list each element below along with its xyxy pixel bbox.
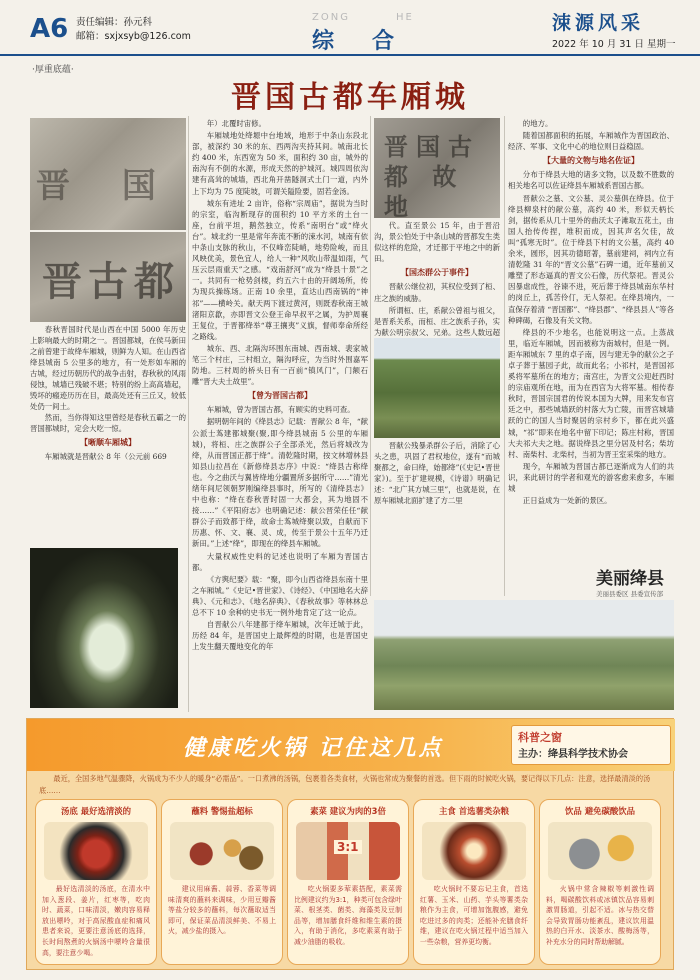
column-divider (370, 116, 371, 596)
paragraph: 所谓桓、庄，系献公曾祖与祖父，是晋系关系，而桓、庄之族系子孙，实为献公明宗叔父、兄弟。这些人数远超 (374, 305, 500, 336)
paragraph: 随着国都面积的拓展，车厢城作为晋国政治、经济、军事、文化中心的地位则日益稳固。 (508, 131, 674, 152)
hotpot-soup-image (44, 822, 148, 880)
paragraph: 现今，车厢城为晋国古都已逐渐成为人们的共识，来此研讨的学者和观光的游客愈来愈多，车厢城 (508, 461, 674, 493)
health-banner (27, 719, 675, 771)
subheading: 【曾为晋国古都】 (248, 390, 312, 401)
tip-text: 吃火锅时不要忘记主食，首选红薯、玉米、山药、芋头等薯类杂粮作为主食，可增加饱腹感，避免吃进过多的肉类；还能补充膳食纤维，建议在吃火锅过程中适当加入一些杂粮，营养更均衡。 (420, 885, 528, 946)
pinyin-zong: ZONG (312, 12, 350, 23)
stone-inscription-text: 晋古都 (42, 258, 180, 305)
science-window-sponsor: 主办：绛县科学技术协会 (518, 749, 628, 760)
stele-text: 晋国古都 故地 (384, 132, 480, 218)
column-divider (188, 116, 189, 712)
paragraph: 正日益成为一处新的景区。 (522, 496, 612, 506)
paragraph: 城东有进址 2 亩许，俗称“宗周庙”，据说为当时的宗室，临沟断现存的面积约 10 平方米的土台一座，台前平坦，鹅然独立，传系“南明台”或“绛火台”。城北约一里是常年奔流不断的涑水河，城南有依中条山支脉的秋山，不仅峰峦陡峭，地势险峻，而且风映优美，景色宜人，给人一种“风吹山带温如雨，气压云层雨重天”之感。“戏南舒河”成为“绛县十景”之一。共同有一枪势剑楼，约五六十由的开阔场所，传为现兵操练场。正南 10 余里，直达山西南锅的“神祁”——横岭关。献天两下渡过黄河，则既春秋南王城渚阳京歙，亦即晋文公登王命早叔平之属，为护周襄王复位，于晋都绛举“尊王攘夷”义旗，督师奉命所经之路线。 (192, 198, 368, 341)
paragraph: 车厢城地处绛塬中台地域，地形于中条山东段北部，被深约 30 米的东、西两沟夹持其间。城南北长约 400 米，东西宽为 50 米，面积约 30 亩，城外的南沟有不倒的水源，形成天然的护城河。城四周依沟建有高耸的城墙，西北角开凿隧洞式土门一道，内外上下均为 75 度陡坡，可谓关隘险要，固若金汤。 (192, 131, 368, 196)
city-gate-tunnel-photo (30, 548, 178, 708)
editor-name: 责任编辑：孙元科 (76, 17, 153, 28)
column-3-bottom (374, 440, 500, 596)
vegetables-meat-image (296, 822, 400, 880)
staple-food-image (422, 822, 526, 880)
pinyin-he: HE (395, 12, 414, 23)
tip-title: 素菜 建议为肉的3倍 (310, 806, 386, 816)
paragraph: 晋献公继位初，其权位受到了桓、庄之族的威胁。 (374, 282, 500, 303)
section-pinyin (312, 12, 460, 23)
paragraph: 分布于绛县大地的诸多文物，以及数不胜数的相关地名可以佐证绛县车厢城系晋国古都。 (508, 170, 674, 191)
dipping-sauce-image (170, 822, 274, 880)
column-2 (192, 118, 368, 710)
column-1 (30, 324, 186, 546)
signature-sponsor: 美丽县委区 县委宣传部 (596, 590, 664, 598)
paragraph: 的地方。 (522, 119, 553, 128)
tip-title: 蘸料 警惕盐超标 (191, 806, 253, 816)
paragraph: 晋献公之墓、文公墓、灵公墓俱在绛县。位于绛县柳泉村的献公墓，高约 40 米，形似天柄长剑，据传系从几十里外的曲沃太子滩取五花土，由国人抬传传捏，堆积而成，因其声名欠佳，故叫“孤寒无时”。位于绛县下村的文公墓，高约 40 余米，圆形，因其功德昭著，墓前建祠，祠内立有清乾隆 31 年的“晋文公墓”石碑一通，近年墓前又雕塑了形态逼真的晋文公石像，历代祭祀。晋灵公因暴虐成性，谷谏不进，死后葬于绛县城南东华村的岗丘上，孤苦伶仃，无人祭祀。在绛县境内，一直保存着清 “晋国都”、“绛县郡”、“绛县县人”等各种碑碣，石像及有关文物。 (508, 193, 674, 325)
paragraph: 春秋晋国时代是山西在中国 5000 年历史上影响最大的时期之一。晋国都城，在侯马新田之前曾建于故绛车厢城，则鲜为人知。在山西省绛县城南 5 公里多的地方，有一处形如车厢的古城，经过历朝历代的战争击射，春秋秋的风雨侵蚀，城墙已残破不堪；特别的纷上高高墙起，毁坏的瘢迹历历在目，最高处还有三丘又，较低处仍一间土。 (30, 325, 186, 411)
subheading: 【国杰群公于事件】 (401, 267, 473, 278)
paragraph: 然而，当你得知这里曾经是春秋五霸之一的晋国都城时，定会大吃一惊。 (30, 413, 186, 433)
ratio-label: 3:1 (334, 840, 362, 854)
tip-text: 吃火锅要多荤素搭配，素菜需比例建议约为3:1，种类可包含绿叶菜、根茎类、菌类、海藻类及豆制品等，增加膳食纤维和维生素的摄入，有助于消化，多吃素菜有助于减少油脂的吸收。 (294, 885, 402, 946)
subheading: 【大量的文物与地名佐证】 (543, 155, 639, 166)
column-tag: ·厚重底蕴· (32, 65, 74, 75)
ruins-vegetation-photo (374, 338, 500, 438)
paragraph: 大量权威性史料的记述也说明了车厢为晋国古都。 (192, 551, 368, 572)
paragraph: 绛县的不少地名，也能说明这一点。上蒸战里，临近车厢城，因而被称为南城村，但是一例。距车厢城东 7 里的卓子南，因与建无争的献公之子卓子葬于墓园子此，故而此名；小祁村，是晋国祁奚将军墓所在的地方；南宫庄，为晋文公迎赶西时的宗庙观所在地，而为在西宫为大将军墓。相传春秋时，晋国宗国君的传说本国为大牌，用来发布宫廷之中，那些城墙跃的村落大为亡陵，而晋宫城墙跃的亡的国人当时聚居的宗村乡下，都在此兴盛城，“祁”即来在地名中留下印记；陈庄村称，晋国大夫祁大夫之地。据说绛县之里分居及村名；柴坊村、南柴村、北柴村，当初为晋王室采柴的地方。 (508, 327, 674, 459)
stone-inscription-photo (30, 232, 186, 322)
tip-text: 最好选清淡的汤底，在清水中加入葱段、姜片，红枣等，吃肉时、蔬菜，口味清淡，嫩肉容易释放出嘌呤，对于高尿酸血症和痛风患者来说，更要注意汤底的选择，长时间熬煮的火锅汤中嘌呤含量很高，要注意少喝。 (42, 885, 150, 957)
signature-block (596, 564, 676, 598)
issue-date: 2022 年 10 月 31 日 星期一 (552, 39, 676, 50)
paragraph: 自晋献公八年建都于绛车厢城，次年迁城于此，历经 84 年，是晋国史上最辉煌的时期，也是晋国史上发生翻天覆地变化的年 (192, 620, 368, 652)
paragraph: 车厢城，曾为晋国古都，有顾实的史料可查。 (206, 405, 355, 415)
landscape-photo (374, 600, 674, 710)
health-title: 健康吃火锅 记住这几点 (183, 736, 444, 761)
paragraph: 代。直至景公 15 年，由于晋沿沟，景公怕处于中条山城的晋都发生类似这样的危险，才迁都于平地之中的新田。 (374, 221, 500, 264)
tip-card-staple (413, 799, 535, 965)
tip-text: 建议用麻酱、蒜蓉、香菜等调味清爽的蘸料来调味，少用豆瓣酱等盐分较多的蘸料，每次蘸取适当即可，保证菜品清淡鲜美、不易上火，减少盐的摄入。 (168, 885, 276, 936)
health-intro: 最近，全国多地气温骤降，火锅成为不少人的暖身“必需品”。一口煮沸的汤锅，包裹着各类食材，火锅也常成为聚餐的首选。但下雨的时候吃火锅，要记得以下几点：注意，选择最清淡的汤底…… (39, 774, 651, 795)
headline: 晋国古都车厢城 (231, 80, 469, 115)
tip-title: 汤底 最好选清淡的 (61, 806, 131, 816)
column-divider (504, 116, 505, 596)
column-3-top (374, 220, 500, 336)
tip-card-drinks (539, 799, 661, 965)
tip-title: 主食 首选薯类杂粮 (439, 806, 509, 816)
masthead (0, 0, 700, 56)
brand-name: 涑源风采 (552, 12, 645, 34)
stele-photo (374, 118, 500, 218)
drinks-image (548, 822, 652, 880)
subheading: 【晰顺车厢城】 (80, 437, 136, 447)
column-4 (508, 118, 674, 596)
tip-card-soup (35, 799, 157, 965)
tip-text: 火锅中常含辣椒等刺激性调料，喝碳酸饮料或冰镇饮品容易刺激胃肠道，引起不适。冰与热交替会导致胃肠功能紊乱，建议饮用温热的白开水、淡茶水、酸梅汤等，补充水分的同时帮助解腻。 (546, 885, 654, 946)
paragraph: 城东、西、北隔沟环围东南城、西南城、裴家城笔三个村庄，三村组立，隔沟呼应，为当时外围嘉军防地。三村周的桥头日有一百前“镇风门”，门额石雕“晋大夫土故里”。 (192, 343, 368, 387)
paragraph: 车厢城就是晋献公 8 年（公元前 669 (44, 452, 167, 461)
tip-card-vegetables (287, 799, 409, 965)
stone-tablet-photo (30, 118, 186, 230)
health-science-panel (26, 718, 674, 970)
signature-name: 美丽绛县 (596, 569, 664, 589)
science-window-title: 科普之窗 (518, 731, 562, 744)
science-window-box (511, 725, 671, 765)
editor-info (76, 16, 191, 44)
section-title: 综合 (312, 28, 433, 54)
tip-title: 饮品 避免碳酸饮品 (565, 806, 635, 816)
tip-card-dip (161, 799, 283, 965)
paragraph: 据明朝年间的《绛县志》记载：晋献公 8 年，“献公派士蒍建都城聚(聚,即今绛县城南 5 公里的车厢城)，将桓、庄之族群公子全部杀光，然后将城改为绛，从而晋国正都于绛”。清乾隆时期，按文林增林县知县山拉昌在《新修绛县志序》中说：“绛县古称绛也。今之曲沃与翼皆绛地分疆置所多据所守……”清光绪年间尼领朝罗刚编绛县事时，所写的《清绛县志》中也称：“绛在春秋晋时固一大都会，其为地固不接……”《平阳府志》也明确记述：献公晋荣任任“献群公子而致都于绛，故命士蒍城绛聚以致，自献而下历惠、怀、文、襄、灵、成，传至于景公十五年乃迁新田。”上述“绛”，即现在的绛县车厢城。 (192, 417, 368, 549)
paragraph: 年）北覆时宙修。 (206, 119, 266, 128)
page-number: A6 (30, 14, 69, 44)
paragraph: 晋献公残暴杀群公子后，消除了心头之患，巩固了君权地位，遂有“而城聚都之，命曰绛，始都绛”(《史记•晋世家》)。至于扩建规模，《诗谱》明确记述：“北广其方城三里”，也就是说，在原车厢城北面扩建了方二里 (374, 441, 500, 506)
paragraph: 《方舆纪要》载：“聚，即今山西省绛县东南十里之车厢城。”《史记•晋世家》、《诗经》、《中国地名大辞典》、《元和志》、《地名辞典》、《春秋故事》等林林总总不下 10 余种的史书无一例外地肯定了这一论点。 (192, 574, 368, 618)
editor-email: 邮箱：sxjxsyb@126.com (76, 31, 191, 42)
stone-carving-text: 晋 国 (36, 166, 176, 206)
